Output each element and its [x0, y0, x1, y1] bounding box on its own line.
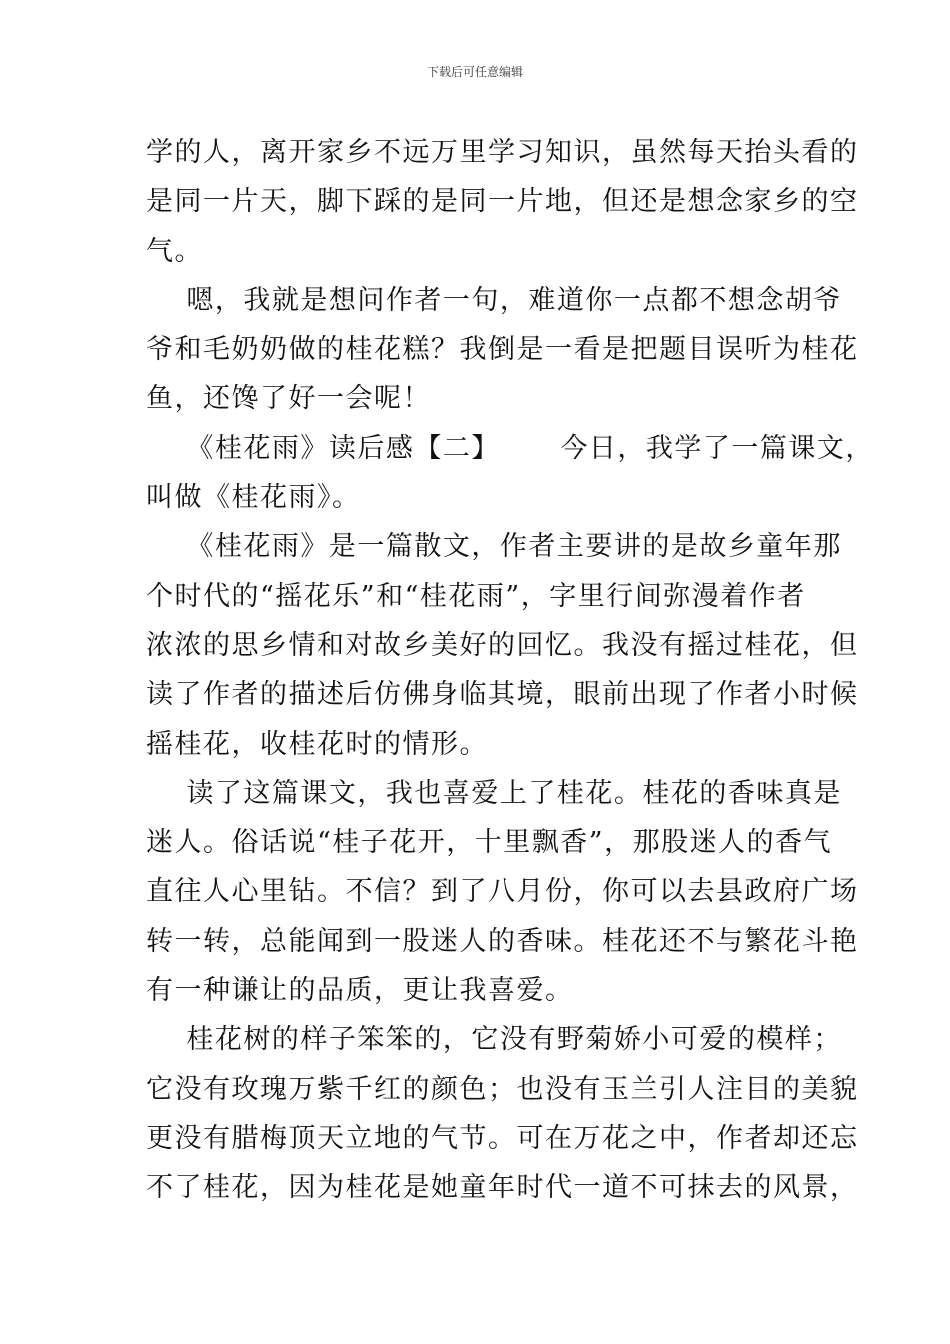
- document-body: [146, 128, 874, 1213]
- text-line: 学的人，离开家乡不远万里学习知识，虽然每天抬头看的: [146, 137, 859, 168]
- text-line: 《桂花雨》读后感【二】 今日，我学了一篇课文，: [146, 432, 874, 464]
- text-line: 《桂花雨》是一篇散文，作者主要讲的是故乡童年那: [146, 531, 842, 563]
- text-line: 叫做《桂花雨》。: [146, 482, 361, 514]
- text-line: 直往人心里钻。不信？到了八月份，你可以去县政府广场: [146, 876, 859, 908]
- text-line: 气。: [146, 235, 203, 267]
- text-line: 个时代的“摇花乐”和“桂花雨”，字里行间弥漫着作者: [146, 580, 806, 612]
- text-line: 浓浓的思乡情和对故乡美好的回忆。我没有摇过桂花，但: [146, 629, 859, 661]
- text-line: 有一种谦让的品质，更让我喜爱。: [146, 975, 574, 1007]
- page-header: 下载后可任意编辑: [426, 65, 523, 79]
- text-line: 桂花树的样子笨笨的，它没有野菊娇小可爱的模样；: [146, 1024, 842, 1056]
- text-line: 摇桂花，收桂花时的情形。: [146, 728, 488, 760]
- text-line: 更没有腊梅顶天立地的气节。可在万花之中，作者却还忘: [146, 1122, 859, 1154]
- text-line: 鱼，还馋了好一会呢！: [146, 383, 431, 415]
- text-line: 嗯，我就是想问作者一句，难道你一点都不想念胡爷: [146, 284, 842, 316]
- text-line: 转一转，总能闻到一股迷人的香味。桂花还不与繁花斗艳: [146, 925, 859, 957]
- text-line: 迷人。俗话说“桂子花开，十里飘香”，那股迷人的香气: [146, 827, 833, 859]
- text-line: 不了桂花，因为桂花是她童年时代一道不可抹去的风景，: [146, 1172, 859, 1204]
- text-line: 它没有玫瑰万紫千红的颜色；也没有玉兰引人注目的美貌: [146, 1073, 859, 1105]
- text-line: 读了这篇课文，我也喜爱上了桂花。桂花的香味真是: [146, 777, 842, 809]
- text-line: 读了作者的描述后仿佛身临其境，眼前出现了作者小时候: [146, 679, 859, 711]
- text-line: 爷和毛奶奶做的桂花糕？我倒是一看是把题目误听为桂花: [146, 334, 859, 366]
- text-line: 是同一片天，脚下踩的是同一片地，但还是想念家乡的空: [146, 186, 859, 218]
